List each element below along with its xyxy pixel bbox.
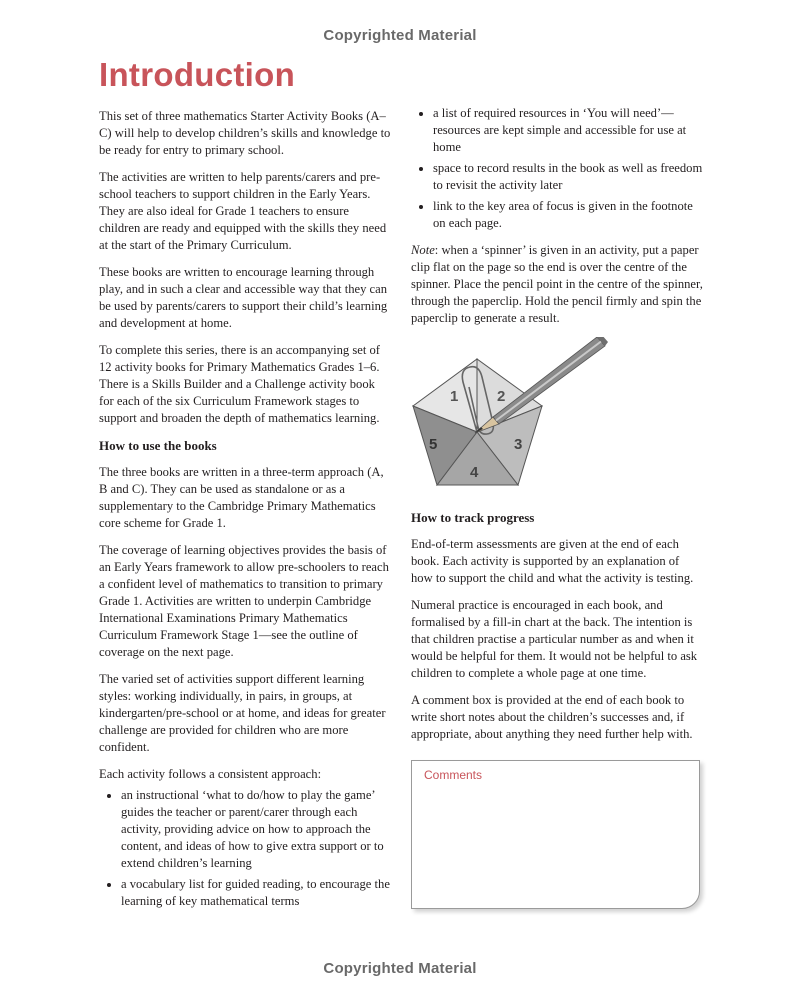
intro-paragraph-1: This set of three mathematics Starter Activity Books (A–C) will help to develop children’s skills and knowledge to be ready for entry to primary school. <box>99 109 391 157</box>
approach-list-left <box>99 787 391 910</box>
list-item: • a list of required resources in ‘You will need’—resources are kept simple and accessible for use at home <box>433 105 703 156</box>
list-item: • a vocabulary list for guided reading, to encourage the learning of key mathematical terms <box>121 876 391 910</box>
intro-paragraph-4: To complete this series, there is an accompanying set of 12 activity books for Primary Mathematics Grades 1–6. There is a Skills Builder and a Challenge activity book for each of the six Curriculum Framework stages to support and broaden the depth of mathematics learning. <box>99 343 380 425</box>
use-paragraph-1: The three books are written in a three-term approach (A, B and C). They can be used as standalone or as a supplementary to the Cambridge Primary Mathematics core scheme for Grade 1. <box>99 465 384 530</box>
right-column <box>411 108 703 753</box>
watermark-bottom: Copyrighted Material <box>323 960 477 977</box>
track-paragraph-1: End-of-term assessments are given at the end of each book. Each activity is supported by an explanation of how to support the child and what the activity is testing. <box>411 537 694 585</box>
heading-how-to-use: How to use the books <box>99 438 217 453</box>
use-paragraph-2: The coverage of learning objectives provides the basis of an Early Years framework to allow pre-schoolers to reach a confident level of mathematics to transition to primary Grade 1. Activities are written to underpin Cambridge International Examinations Primary Mathematics Curriculum Framework Stage 1—see the outline of coverage on the next page. <box>99 543 389 659</box>
spinner-note <box>411 242 703 327</box>
watermark-top: Copyrighted Material <box>323 27 477 44</box>
spinner-number-3: 3 <box>514 436 523 453</box>
spinner-number-1: 1 <box>450 388 459 405</box>
spinner-illustration <box>411 337 611 497</box>
note-text: : when a ‘spinner’ is given in an activity, put a paper clip flat on the page so the end is over the centre of the spinner. Place the pencil point in the centre of the spinner, through the paperclip. Hold the pencil firmly and spin the paperclip to generate a result. <box>411 243 703 325</box>
intro-paragraph-2: The activities are written to help parents/carers and pre-school teachers to support children in the Early Years. They are also ideal for Grade 1 teachers to ensure children are ready and equipped with the skills they need at the start of the Primary Curriculum. <box>99 170 387 252</box>
spinner-number-5: 5 <box>429 436 438 453</box>
spinner-number-2: 2 <box>497 388 506 405</box>
list-item: • an instructional ‘what to do/how to play the game’ guides the teacher or parent/carer through each activity, providing advice on how to approach the content, and ideas of how to give extra support or to extend children’s learning <box>121 787 391 872</box>
page-title: Introduction <box>99 56 296 93</box>
spinner-number-4: 4 <box>470 464 479 481</box>
track-paragraph-2: Numeral practice is encouraged in each book, and formalised by a fill-in chart at the back. The intention is that children practise a particular number as and when it would be helpful for them. It would not be helpful to ask children to complete a whole page at one time. <box>411 598 698 680</box>
track-paragraph-3: A comment box is provided at the end of each book to write short notes about the children’s successes and, if appropriate, about anything they need further help with. <box>411 693 693 741</box>
approach-list-right <box>411 105 703 232</box>
comments-label: Comments <box>424 768 483 782</box>
heading-track-progress: How to track progress <box>411 510 535 525</box>
use-paragraph-4: Each activity follows a consistent approach: <box>99 767 322 781</box>
note-label: Note <box>411 243 435 257</box>
use-paragraph-3: The varied set of activities support different learning styles: working individually, in pairs, in groups, at kindergarten/pre-school or at home, and ideas for greater challenge are provided for children who are more confident. <box>99 672 386 754</box>
intro-paragraph-3: These books are written to encourage learning through play, and in such a clear and accessible way that they can be used by parents/carers to support their child’s learning and development at home. <box>99 265 388 330</box>
left-column <box>99 108 391 920</box>
list-item: • space to record results in the book as well as freedom to revisit the activity later <box>433 160 703 194</box>
comments-box <box>411 760 700 909</box>
list-item: • link to the key area of focus is given in the footnote on each page. <box>433 198 703 232</box>
